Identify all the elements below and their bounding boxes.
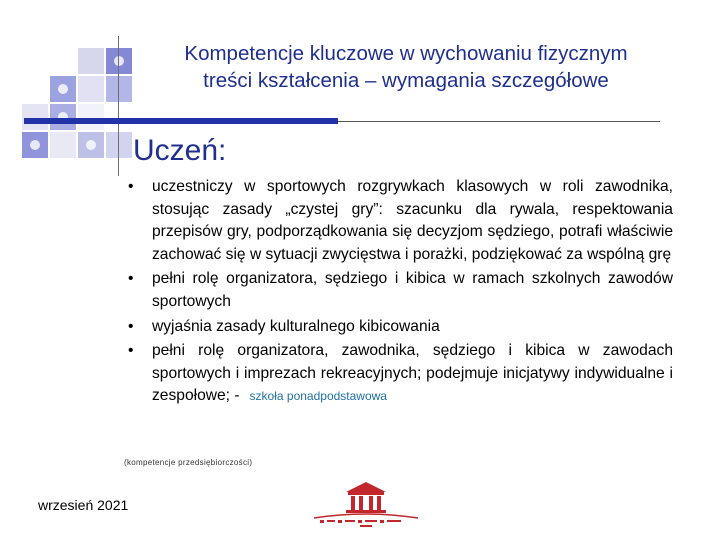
list-item-text: uczestniczy w sportowych rozgrywkach klasowych w roli zawodnika, stosując zasady „czystej gry”: szacunku dla rywala, respektowania przepisów gry, podporządkowania się decyzjom sędziego, potrafi właściwie zachować się w sytuacji zwycięstwa i porażki, podziękować za wspólną grę xyxy=(152,178,673,263)
school-building-logo-icon xyxy=(310,480,422,530)
list-item xyxy=(128,340,673,408)
title-divider-vertical xyxy=(118,36,119,176)
requirements-list xyxy=(128,176,673,408)
list-item xyxy=(128,316,673,339)
page-title-line-2: treści kształcenia – wymagania szczegółowe xyxy=(203,69,609,92)
list-item xyxy=(128,268,673,313)
list-item-text: wyjaśnia zasady kulturalnego kibicowania xyxy=(152,317,440,335)
page-title xyxy=(130,40,682,94)
bullet-marker: • xyxy=(128,317,134,335)
bullet-marker: • xyxy=(128,270,134,288)
school-level-note: szkoła ponadpodstawowa xyxy=(249,389,387,404)
section-heading: Uczeń: xyxy=(133,134,227,167)
bullet-marker: • xyxy=(128,178,134,195)
list-item-main-text: pełni rolę organizatora, zawodnika, sędziego i kibica w zawodach sportowych i imprezach rekreacyjnych; podejmuje inicjatywy indywidualne i zespołowe; - xyxy=(152,342,673,405)
list-item-text: pełni rolę organizatora, sędziego i kibica w ramach szkolnych zawodów sportowych xyxy=(152,270,673,310)
list-item xyxy=(128,176,673,266)
title-accent-bar xyxy=(24,118,338,124)
bullet-marker: • xyxy=(128,342,134,360)
footer-date: wrzesień 2021 xyxy=(38,497,129,513)
title-underline xyxy=(338,121,660,122)
list-item-text xyxy=(152,340,673,408)
competence-note: (kompetencje przedsiębiorczości) xyxy=(124,458,253,467)
page-title-line-1: Kompetencje kluczowe w wychowaniu fizycznym xyxy=(184,42,628,65)
